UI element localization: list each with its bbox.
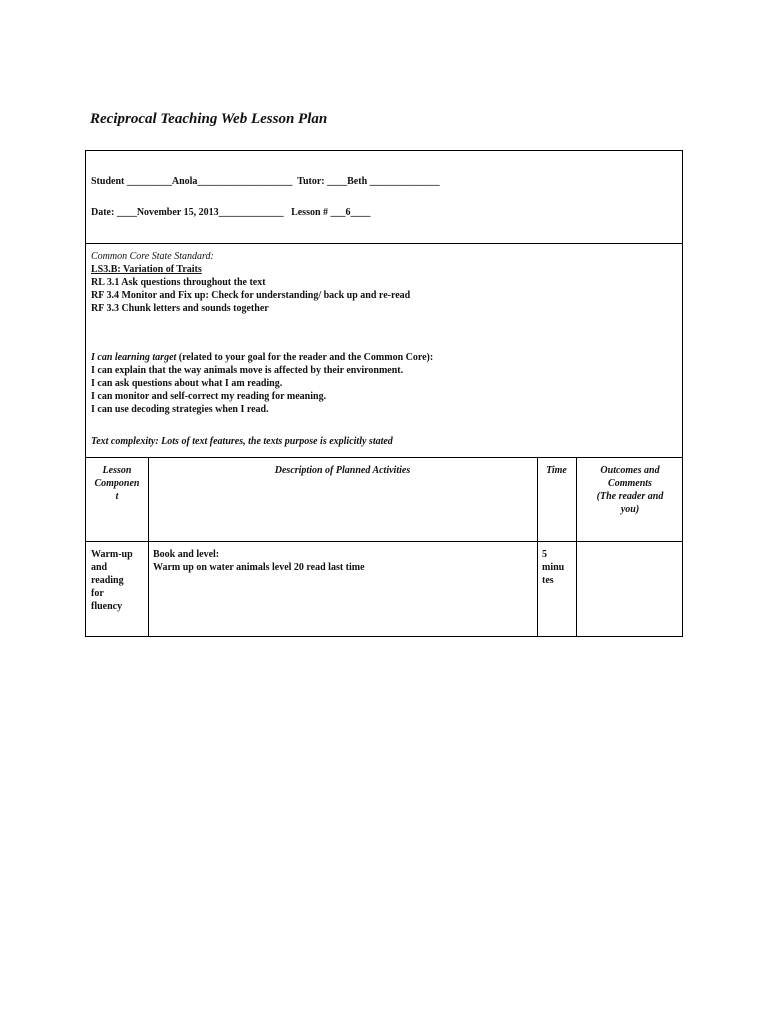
learning-target-item: I can monitor and self-correct my reading for meaning. (91, 391, 327, 402)
cell-line: and (91, 562, 108, 573)
text-complexity: Text complexity: Lots of text features, the texts purpose is explicitly stated (91, 436, 393, 447)
page-title: Reciprocal Teaching Web Lesson Plan (90, 111, 328, 127)
learning-target-item: I can use decoding strategies when I read. (91, 404, 269, 415)
cell-line: fluency (91, 601, 123, 612)
header-line: Comments (608, 478, 652, 489)
header-line: Componen (94, 478, 140, 489)
header-line: t (115, 491, 119, 502)
learning-target-suffix: (related to your goal for the reader and the Common Core): (176, 352, 434, 363)
standard-heading: Common Core State Standard: (91, 251, 214, 262)
header-time: Time (546, 465, 567, 476)
header-lesson-component (86, 464, 148, 503)
learning-target-label: I can learning target (91, 352, 177, 363)
cell-line: for (91, 588, 104, 599)
standards-section (86, 244, 682, 458)
header-line: you) (620, 504, 640, 515)
column-divider (537, 458, 538, 636)
activities-table (86, 458, 682, 636)
learning-target-heading (91, 352, 433, 363)
header-outcomes (576, 464, 684, 516)
date-lesson-line: Date: ____November 15, 2013_____________ Lesson # ___6____ (91, 207, 371, 218)
row-time (542, 548, 564, 587)
standard-item: RF 3.3 Chunk letters and sounds together (91, 303, 269, 314)
lesson-plan-form (85, 150, 683, 637)
row-divider (86, 541, 682, 542)
cell-line: 5 (542, 549, 547, 560)
row-description (153, 548, 365, 574)
cell-line: tes (542, 575, 554, 586)
cell-line: Warm-up (91, 549, 133, 560)
cell-line: Warm up on water animals level 20 read last time (153, 562, 365, 573)
header-description: Description of Planned Activities (274, 465, 411, 476)
learning-target-item: I can explain that the way animals move is affected by their environment. (91, 365, 404, 376)
header-line: Lesson (102, 465, 132, 476)
header-line: Outcomes and (600, 465, 660, 476)
header-section (86, 151, 682, 244)
standard-topic: LS3.B: Variation of Traits (91, 264, 202, 275)
column-divider (148, 458, 149, 636)
header-line: (The reader and (596, 491, 664, 502)
row-lesson-component (91, 548, 133, 613)
learning-target-item: I can ask questions about what I am reading. (91, 378, 283, 389)
standard-item: RL 3.1 Ask questions throughout the text (91, 277, 266, 288)
cell-line: minu (542, 562, 565, 573)
student-tutor-line: Student _________Anola___________________ Tutor: ____Beth ______________ (91, 176, 440, 187)
standard-item: RF 3.4 Monitor and Fix up: Check for understanding/ back up and re-read (91, 290, 411, 301)
cell-line: Book and level: (153, 549, 220, 560)
cell-line: reading (91, 575, 124, 586)
